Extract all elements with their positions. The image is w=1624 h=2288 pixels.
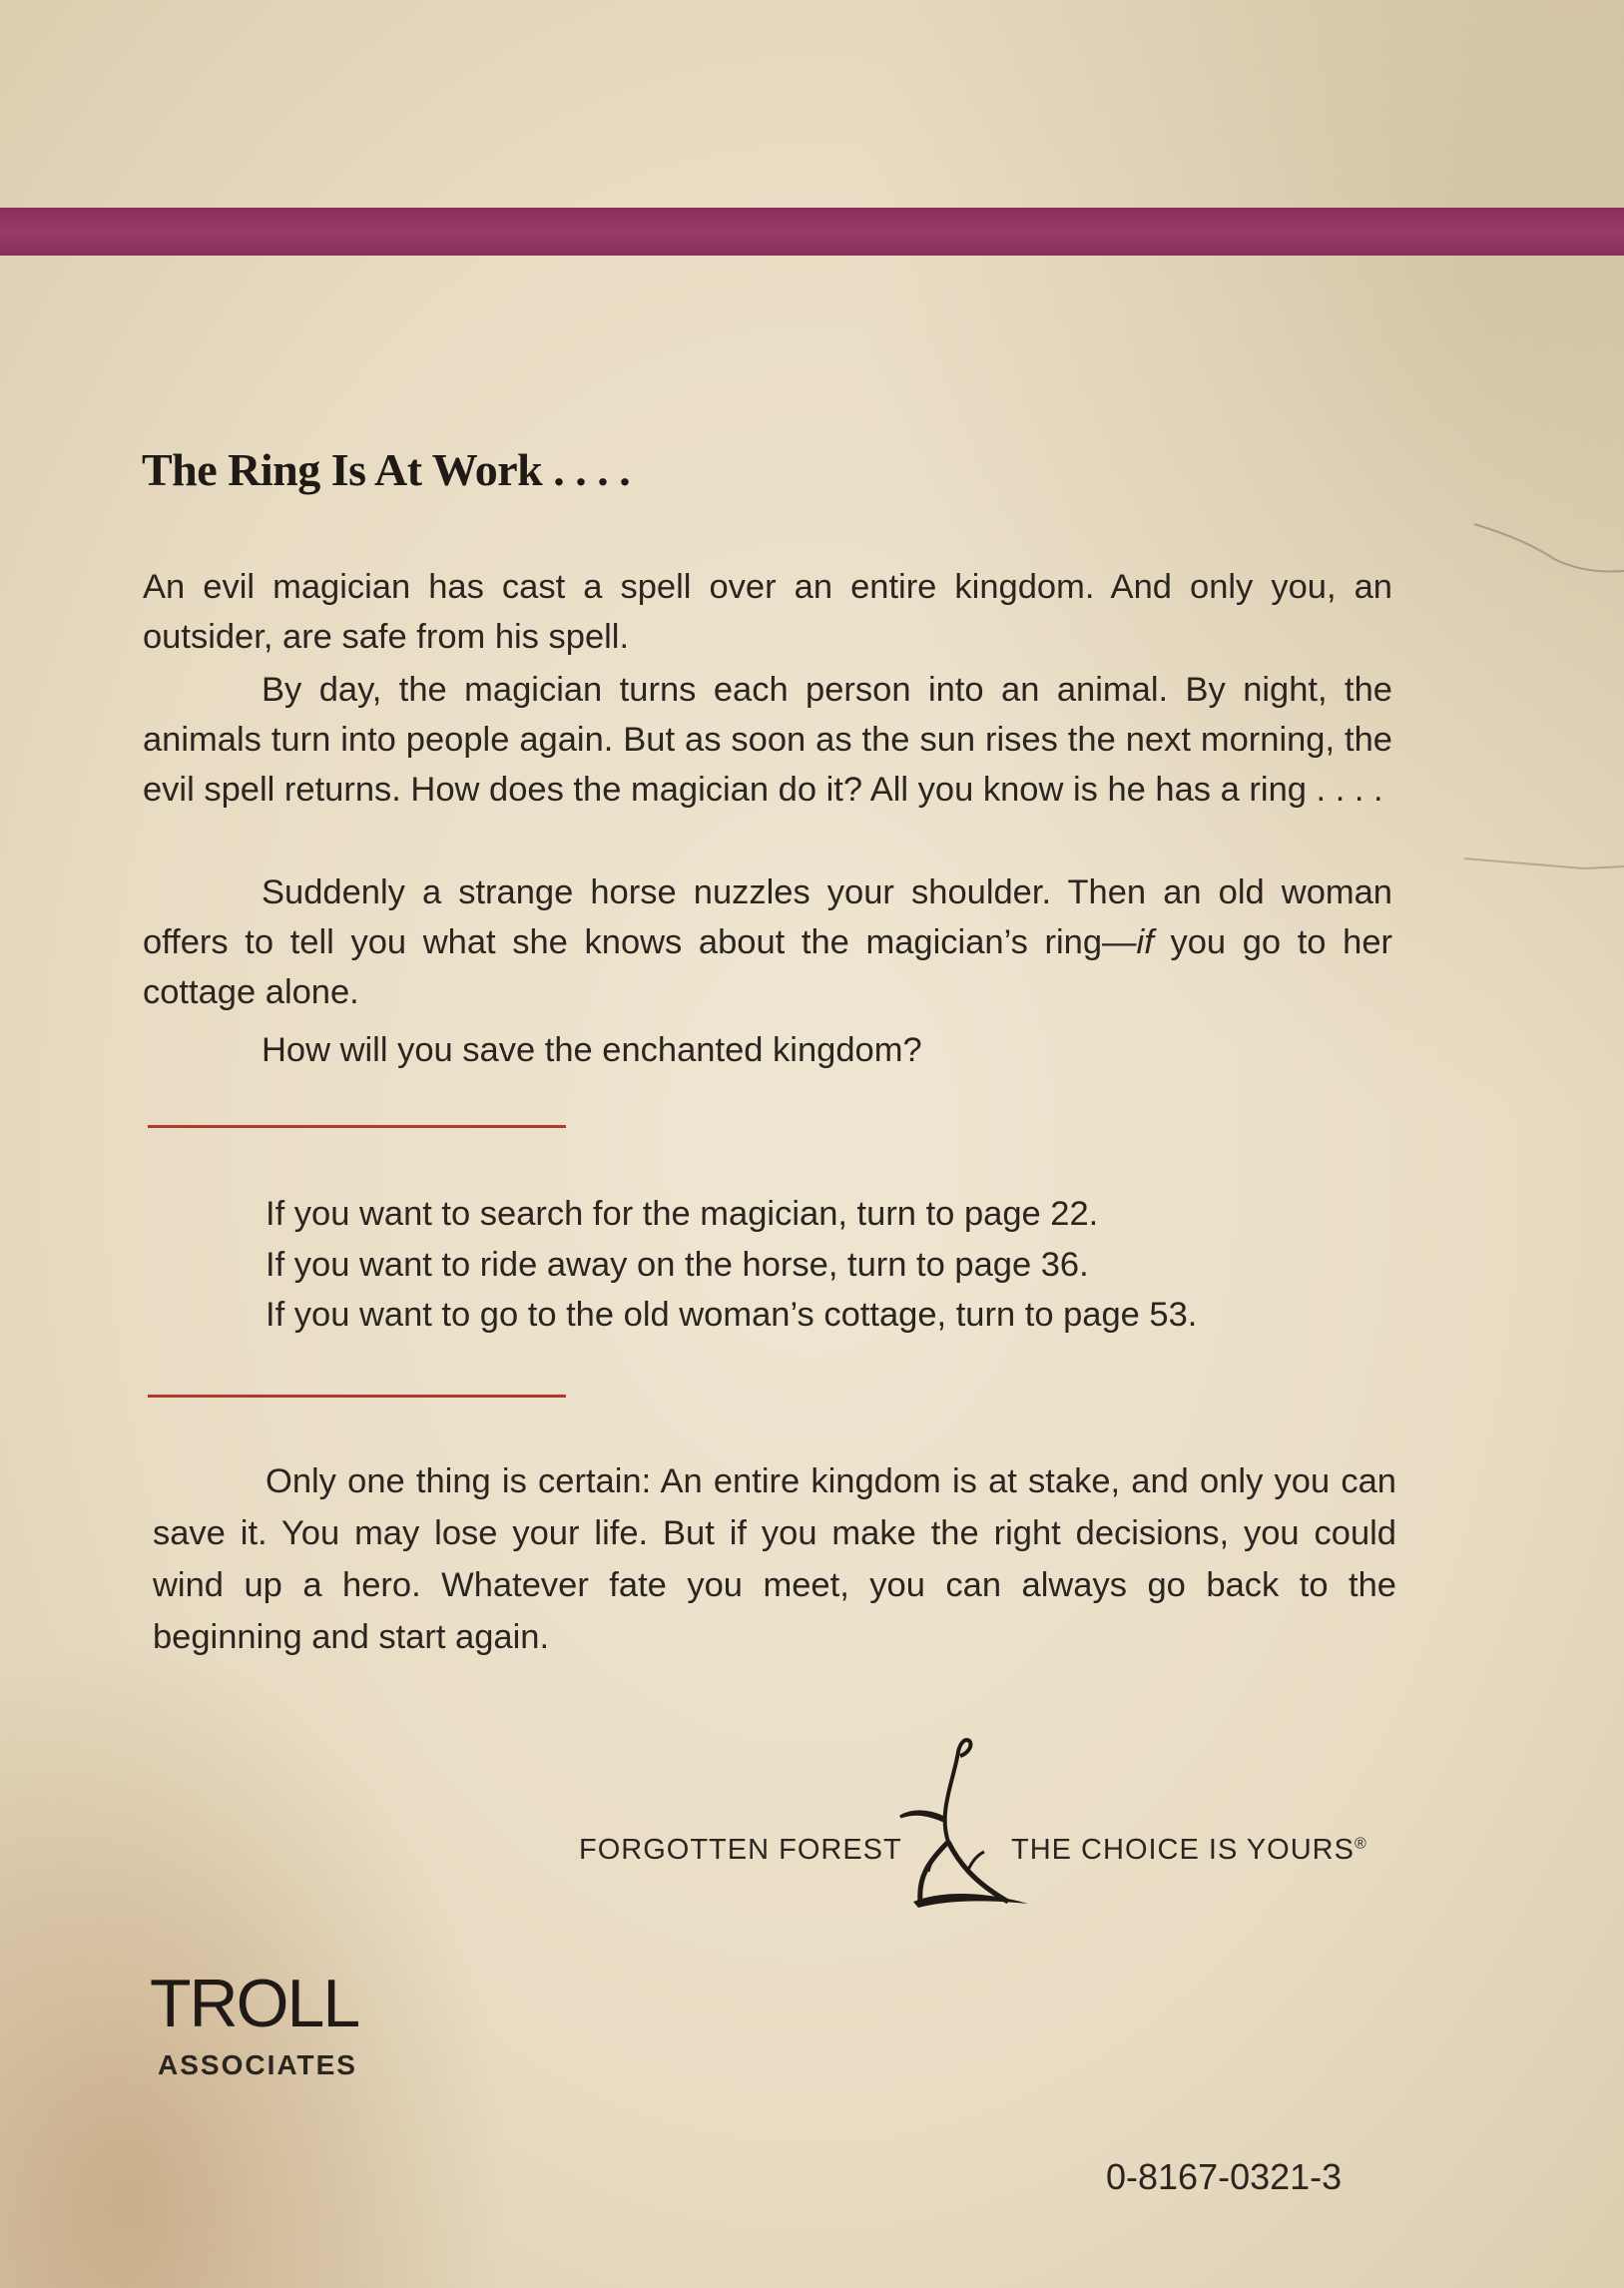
blurb-question: How will you save the enchanted kingdom?: [262, 1031, 922, 1069]
heading-ellipsis: . . . .: [542, 444, 631, 495]
divider-rule-top: [148, 1125, 566, 1128]
troll-logo-text: TROLL: [150, 1966, 359, 2034]
blurb-paragraph-3: [143, 867, 1392, 1017]
top-color-band: [0, 208, 1624, 256]
isbn-number: 0-8167-0321-3: [1106, 2156, 1343, 2197]
paper-crease-mark: [1464, 519, 1624, 579]
paragraph-3-text-start: Suddenly a strange horse nuzzles your shoulder. Then an old woman offers to tell you what she knows about the magician’s ring—: [143, 873, 1392, 961]
publisher-name: ASSOCIATES: [158, 2049, 357, 2080]
paper-crease-mark: [1464, 839, 1624, 898]
choice-item: If you want to ride away on the horse, turn to page 36.: [266, 1245, 1089, 1284]
blurb-paragraph-1: An evil magician has cast a spell over an entire kingdom. And only you, an outsider, are safe from his spell.: [143, 568, 1392, 656]
choice-item: If you want to go to the old woman’s cottage, turn to page 53.: [266, 1296, 1198, 1334]
paragraph-3-text-end: you go to her cottage alone.: [143, 923, 1392, 1011]
series-name: FORGOTTEN FOREST: [579, 1834, 902, 1866]
troll-logo: [150, 1965, 369, 2034]
choice-list: [266, 1189, 1197, 1341]
heading-title: The Ring Is At Work: [142, 444, 543, 495]
blurb-paragraph-2: By day, the magician turns each person into an animal. By night, the animals turn into people again. But as soon as the sun rises the next morning, the evil spell returns. How does the magician do it? All you know is he has a ring . . . .: [143, 671, 1392, 809]
choice-item: If you want to search for the magician, turn to page 22.: [266, 1195, 1099, 1233]
paragraph-3-italic-word: if: [1136, 923, 1154, 961]
registered-mark: ®: [1353, 1835, 1367, 1853]
tree-sprout-icon: [858, 1722, 1038, 1912]
series-tagline: [1011, 1834, 1367, 1867]
divider-rule-bottom: [148, 1395, 566, 1398]
series-tagline-text: THE CHOICE IS YOURS: [1011, 1834, 1354, 1866]
back-cover-heading: [142, 443, 630, 496]
closing-paragraph: Only one thing is certain: An entire kingdom is at stake, and only you can save it. You may lose your life. But if you make the right decisions, you could wind up a hero. Whatever fate you meet, you can always go back to the beginning and start again.: [153, 1462, 1396, 1656]
